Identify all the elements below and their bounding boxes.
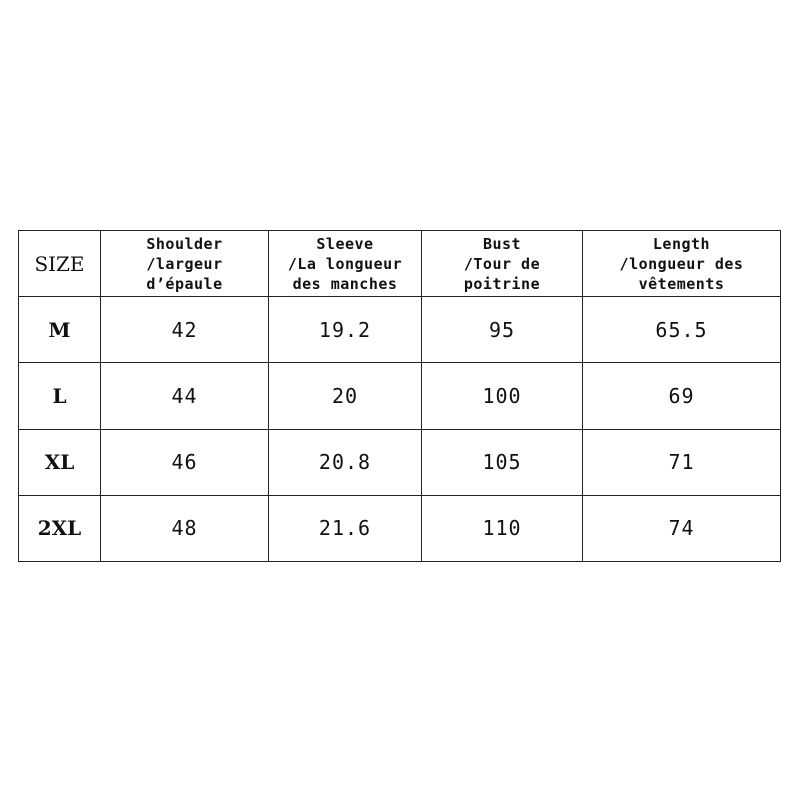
bust-cell: 95 — [422, 297, 583, 363]
header-shoulder-line: d’épaule — [146, 274, 223, 293]
header-length-line: vêtements — [638, 274, 725, 293]
length-cell: 71 — [583, 429, 781, 495]
shoulder-cell: 48 — [101, 495, 269, 561]
length-cell: 74 — [583, 495, 781, 561]
table-body — [19, 297, 781, 562]
header-sleeve-line: Sleeve — [316, 234, 374, 253]
header-bust-line: poitrine — [463, 274, 541, 293]
header-row — [19, 231, 781, 297]
bust-cell: 105 — [422, 429, 583, 495]
size-cell: L — [19, 363, 101, 429]
header-length — [583, 231, 781, 297]
header-shoulder-line: /largeur — [146, 254, 223, 273]
bust-cell: 100 — [422, 363, 583, 429]
header-sleeve-line: des manches — [292, 274, 398, 293]
length-cell: 69 — [583, 363, 781, 429]
sleeve-cell: 19.2 — [269, 297, 422, 363]
table-row — [19, 297, 781, 363]
sleeve-cell: 20.8 — [269, 429, 422, 495]
size-chart-table — [18, 230, 781, 562]
shoulder-cell: 44 — [101, 363, 269, 429]
header-size: SIZE — [19, 231, 101, 297]
header-shoulder-line: Shoulder — [146, 234, 223, 253]
table-row — [19, 363, 781, 429]
length-cell: 65.5 — [583, 297, 781, 363]
table-header — [19, 231, 781, 297]
size-cell: XL — [19, 429, 101, 495]
shoulder-cell: 42 — [101, 297, 269, 363]
sleeve-cell: 20 — [269, 363, 422, 429]
sleeve-cell: 21.6 — [269, 495, 422, 561]
header-bust-line: /Tour de — [463, 254, 541, 273]
table-row — [19, 495, 781, 561]
bust-cell: 110 — [422, 495, 583, 561]
header-length-line: Length — [652, 234, 711, 253]
header-shoulder — [101, 231, 269, 297]
header-sleeve-line: /La longueur — [287, 254, 403, 273]
table-row — [19, 429, 781, 495]
shoulder-cell: 46 — [101, 429, 269, 495]
header-bust — [422, 231, 583, 297]
size-cell: M — [19, 297, 101, 363]
header-length-line: /longueur des — [619, 254, 744, 273]
size-cell: 2XL — [19, 495, 101, 561]
header-sleeve — [269, 231, 422, 297]
header-bust-line: Bust — [482, 234, 522, 253]
